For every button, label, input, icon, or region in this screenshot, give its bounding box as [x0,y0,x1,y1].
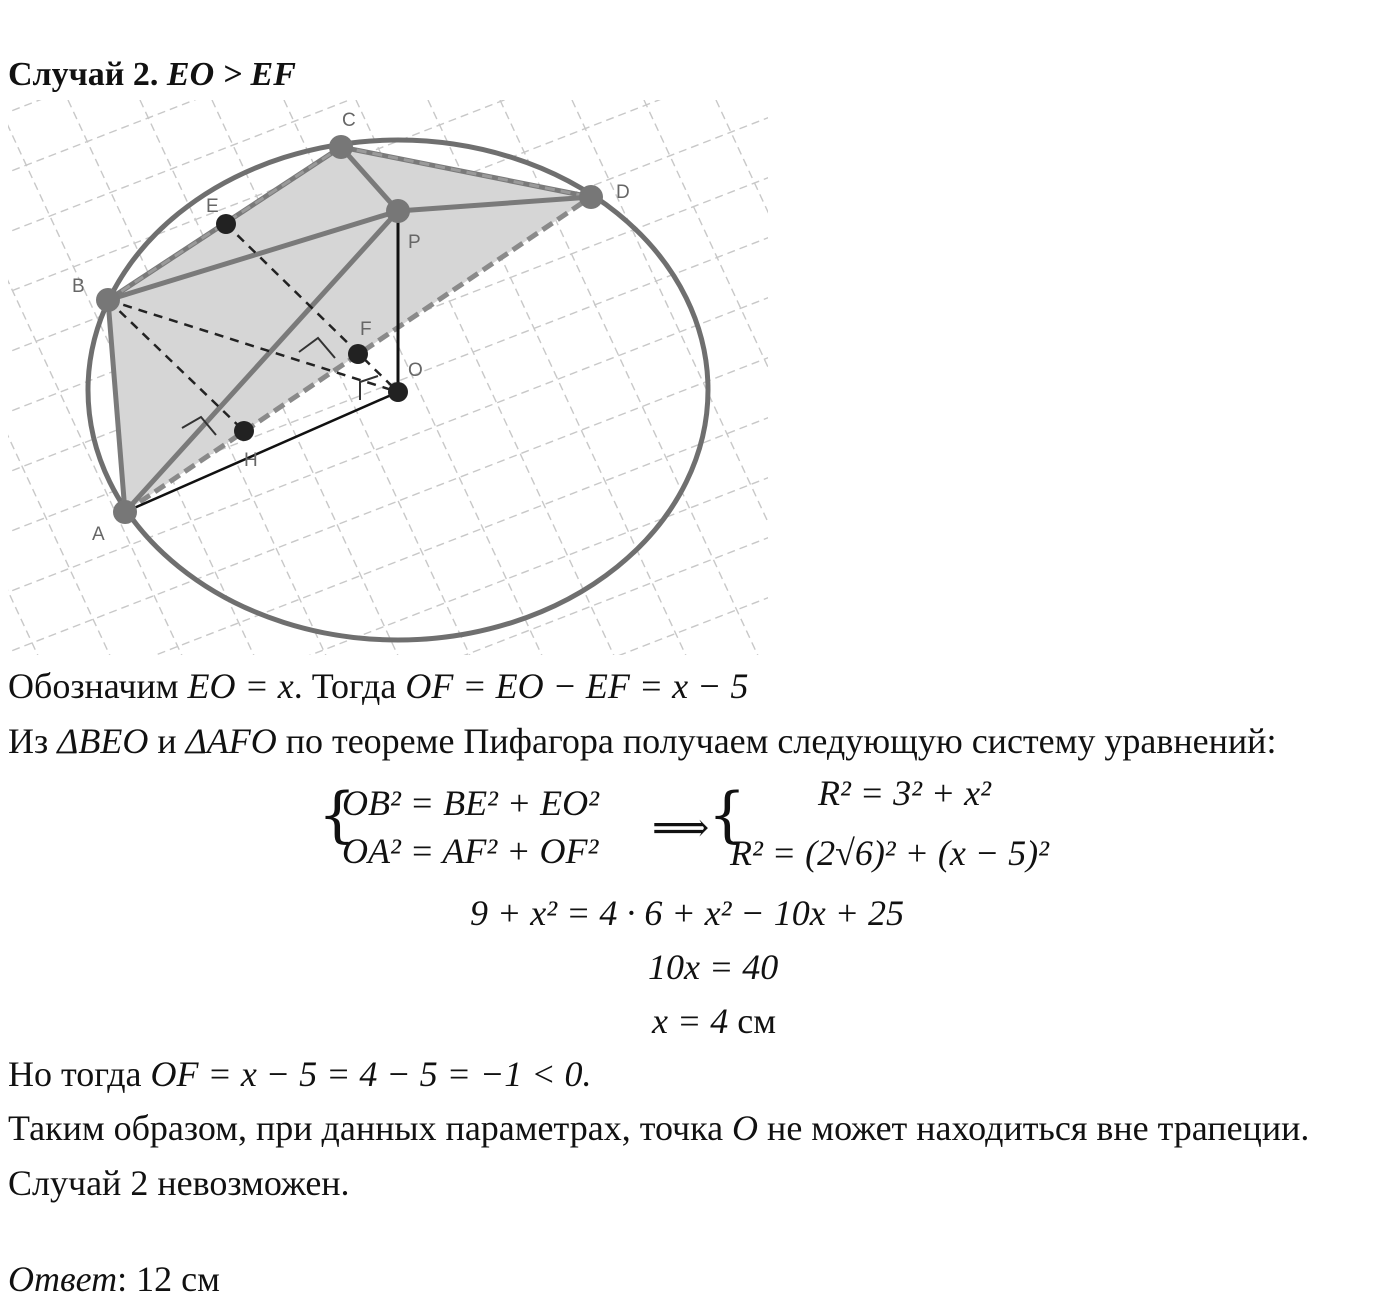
right-brace: { [708,780,747,850]
notation-prefix: Обозначим [8,666,179,706]
conclusion2-suffix: не может находиться вне трапеции. [767,1108,1310,1148]
line-notation [8,665,748,707]
label-B: B [72,276,85,297]
pyth-and: и [157,721,177,761]
notation-eq1: EO = x [187,666,294,706]
pyth-suffix: по теореме Пифагора получаем следующую систему уравнений: [285,721,1277,761]
case-condition: EO > EF [166,56,296,93]
label-A: A [92,524,105,545]
system-left-row1: OB² = BE² + EO² [342,783,599,823]
geometry-figure [8,100,778,660]
left-brace: { [318,780,357,850]
answer-line [8,1258,220,1300]
notation-eq2: OF = EO − EF = x − 5 [405,666,749,706]
triangle-beo: ΔBEO [57,721,149,761]
notation-mid: . Тогда [293,666,397,706]
step-3 [652,1000,776,1042]
conclusion-line-1 [8,1053,592,1095]
case-label: Случай 2. [8,56,159,93]
label-H: H [244,450,258,471]
label-D: D [616,182,630,203]
step-3-unit: см [737,1001,777,1041]
system-right-row1: R² = 3² + x² [818,773,991,813]
label-E: E [206,196,219,217]
answer-label: Ответ [8,1259,118,1299]
line-pythagoras [8,720,1276,762]
label-C: C [342,110,356,131]
label-O: O [408,360,423,381]
step-3-eq: x = 4 [652,1001,729,1041]
step-1: 9 + x² = 4 · 6 + x² − 10x + 25 [470,893,904,933]
conclusion-line-2 [8,1107,1309,1149]
conclusion-eq: OF = x − 5 = 4 − 5 = −1 < 0. [150,1054,592,1094]
label-F: F [360,319,372,340]
implies-arrow: ⟹ [652,805,710,850]
system-right-row2: R² = (2√6)² + (x − 5)² [730,833,1049,873]
conclusion-prefix: Но тогда [8,1054,142,1094]
triangle-afo: ΔAFO [185,721,277,761]
conclusion2-prefix: Таким образом, при данных параметрах, точка [8,1108,724,1148]
case-heading [8,56,296,94]
pyth-prefix: Из [8,721,49,761]
conclusion-line-3: Случай 2 невозможен. [8,1163,350,1203]
point-o: O [732,1108,759,1148]
answer-value: : 12 см [117,1259,220,1299]
system-left-row2: OA² = AF² + OF² [342,831,599,871]
step-2: 10x = 40 [648,947,779,987]
label-P: P [408,232,421,253]
